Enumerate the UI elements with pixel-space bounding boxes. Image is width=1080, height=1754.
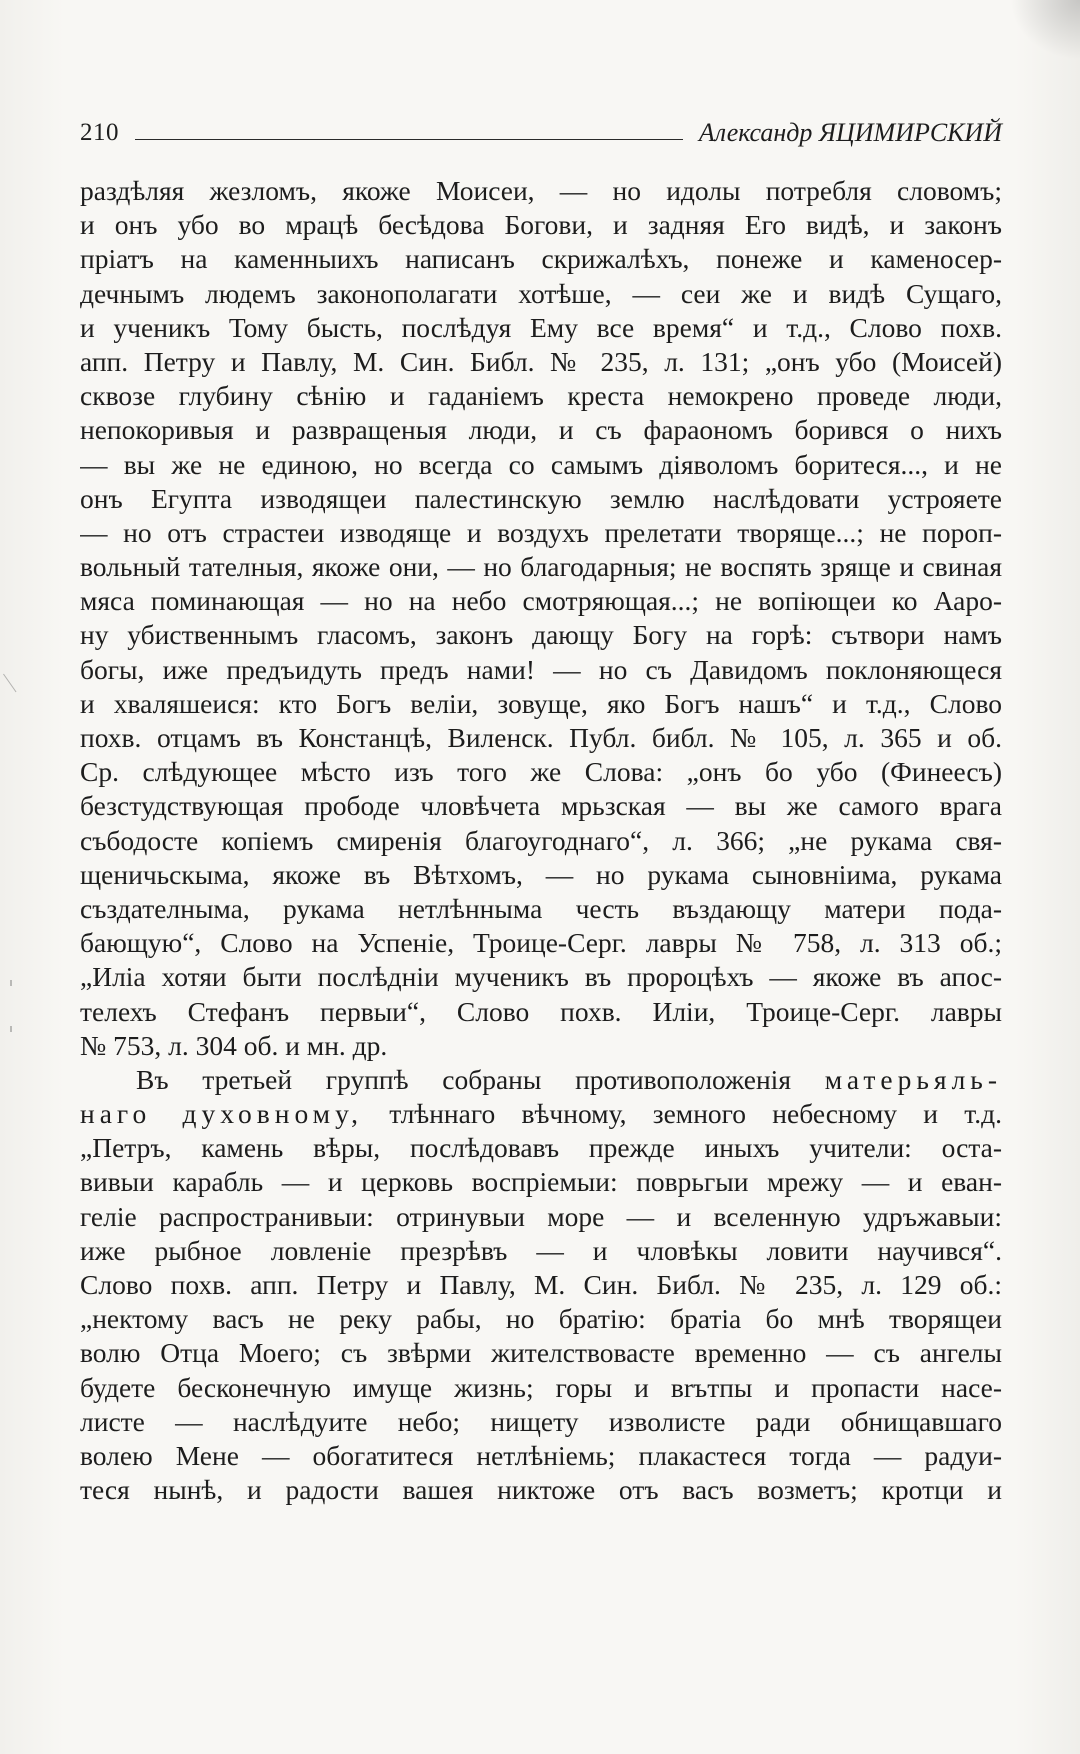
body-text [80,174,1002,1507]
page-header [80,112,1002,148]
text-line: мяса поминающая — но на небо смотряющая...; не вопіющеи ко Ааро- [80,585,1002,617]
text-line: апп. Петру и Павлу, М. Син. Библ. № 235, л. 131; „онъ убо (Моисей) [80,345,1002,377]
paragraph-line [80,1063,1002,1097]
text-line: раздѣляя жезломъ, якоже Моисеи, — но идолы потребля словомъ; [80,175,1002,206]
text-line: листе — наслѣдуите небо; нищету изволисте ради обнищавшаго [80,1405,1002,1437]
running-head: Александр ЯЦИМИРСКИЙ [698,118,1002,147]
text-line: сквозе глубину сѣнію и гаданіемъ креста немокрено проведе люди, [80,380,1002,412]
text-line: „Петръ, камень вѣры, послѣдовавъ прежде иныхъ учители: оста- [80,1132,1002,1164]
scan-artifact-dot [10,1026,12,1032]
text-line: дечнымъ людемъ законополагати хотѣше, — сеи же и видѣ Сущаго, [80,277,1002,309]
page-number: 210 [80,119,119,146]
text-line: — вы же не единою, но всегда со самымъ діяволомъ боритеся..., и не [80,448,1002,480]
text-line: иже рыбное ловленіе презрѣвъ — и чловѣкы ловити научився“. [80,1234,1002,1266]
scan-corner-shadow [1010,0,1080,60]
text-line: „Иліа хотяи быти послѣдніи мученикъ въ пророцѣхъ — якоже въ апос- [80,961,1002,993]
spaced-emphasis: наго духовному, [80,1098,363,1130]
scan-artifact-mark [3,666,28,693]
text-line: създателныма, рукама нетлѣнныма честь въздающу матери пода- [80,892,1002,924]
text-line: и онъ убо во мрацѣ бесѣдова Богови, и задняя Его видѣ, и законъ [80,209,1002,241]
text-line: вольный тателныя, якоже они, — но благодарныя; не воспять зряще и свиная [80,551,1002,583]
text-line: „нектому васъ не реку рабы, но братію: братіа бо мнѣ творящеи [80,1303,1002,1335]
text-line: ну убиственнымъ гласомъ, законъ дающу Богу на горѣ: сътвори намъ [80,619,1002,651]
text-line: непокоривыя и развращеныя люди, и съ фараономъ борився о нихъ [80,414,1002,446]
text-line: и хваляшеися: кто Богъ веліи, зовуще, яко Богъ нашъ“ и т.д., Слово [80,687,1002,719]
text-line: и ученикъ Тому бысть, послѣдуя Ему все время“ и т.д., Слово похв. [80,311,1002,343]
scan-artifact-dot [10,980,12,986]
text-line: геліе распространивыи: отринувыи море — и вселенную удръжавыи: [80,1200,1002,1232]
text-line: събодосте копіемъ смиренія благоугоднаго“, л. 366; „не рукама свя- [80,824,1002,856]
text-line: вивыи карабль — и церковь воспріемыи: поврьгыи мрежу — и еван- [80,1166,1002,1198]
text-line: похв. отцамъ въ Констанцѣ, Виленск. Публ. библ. № 105, л. 365 и об. [80,722,1002,753]
text-line: телехъ Стефанъ первыи“, Слово похв. Иліи, Троице-Серг. лавры [80,995,1002,1027]
text-line: онъ Егупта изводящеи палестинскую землю наслѣдовати устрояете [80,482,1002,514]
paragraph-text: Въ третьей группѣ собраны противоположенія [136,1063,825,1095]
text-line: волю Отца Моего; съ звѣрми жителствовасте временно — съ ангелы [80,1337,1002,1369]
text-line: волею Мене — обогатитеся нетлѣніемь; плакастеся тогда — радуи- [80,1439,1002,1471]
text-line: богы, иже предъидуть предъ нами! — но съ Давидомъ поклоняющеся [80,653,1002,685]
text-line: № 753, л. 304 об. и мн. др. [80,1029,388,1061]
spaced-emphasis: матерьяль- [824,1063,1002,1095]
text-line: теся нынѣ, и радости вашея никтоже отъ васъ возметъ; кротци и [80,1474,1002,1506]
text-line: бающую“, Слово на Успеніе, Троице-Серг. лавры № 758, л. 313 об.; [80,927,1002,959]
text-line: безстудствующая прободе чловѣчета мрьзская — вы же самого врага [80,790,1002,822]
paragraph-line [80,1097,1002,1131]
text-line: пріатъ на каменныихъ написанъ скрижалѣхъ, понеже и каменосер- [80,243,1002,275]
text-line: будете бесконечную имуще жизнь; горы и вrътпы и пропасти насе- [80,1371,1002,1403]
paragraph-text: тлѣннаго вѣчному, земного небесному и т.д. [362,1098,1002,1130]
header-rule [135,139,683,140]
text-line: щеничьскыма, якоже въ Вѣтхомъ, — но рукама сыновніима, рукама [80,858,1002,890]
text-line: — но отъ страстеи изводяще и воздухъ прелетати творяще...; не пороп- [80,516,1002,548]
text-line: Слово похв. апп. Петру и Павлу, М. Син. Библ. № 235, л. 129 об.: [80,1269,1002,1300]
text-line: Ср. слѣдующее мѣсто изъ того же Слова: „онъ бо убо (Финеесъ) [80,756,1002,788]
